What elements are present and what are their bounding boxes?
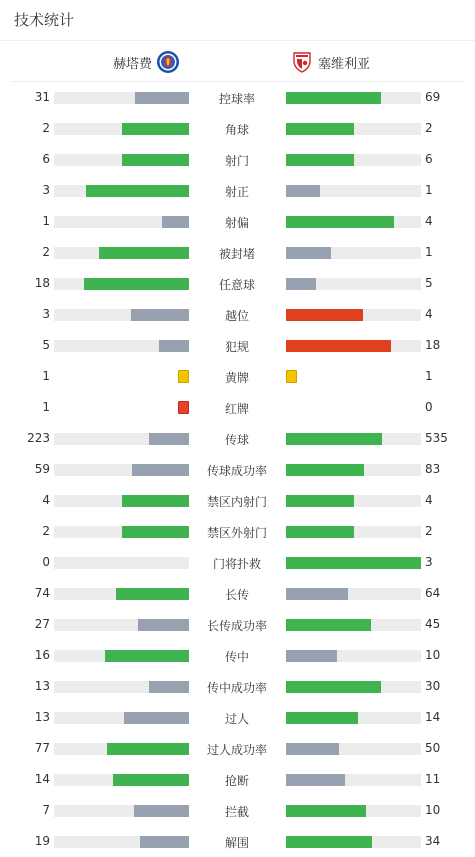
stat-row bbox=[0, 113, 475, 144]
home-bar-track bbox=[54, 619, 189, 631]
home-value: 13 bbox=[34, 679, 50, 693]
sevilla-crest-icon bbox=[290, 50, 314, 74]
stat-label: 抢断 bbox=[224, 774, 249, 788]
away-value: 10 bbox=[425, 648, 441, 662]
away-bar-track bbox=[286, 526, 421, 538]
home-bar-fill bbox=[122, 495, 190, 507]
away-bar-track bbox=[286, 340, 421, 352]
stat-label: 越位 bbox=[224, 309, 249, 323]
away-value: 6 bbox=[425, 152, 433, 166]
away-bar-fill bbox=[286, 123, 354, 135]
home-value: 4 bbox=[42, 493, 50, 507]
away-bar-track bbox=[286, 278, 421, 290]
stat-row bbox=[0, 702, 475, 733]
away-team bbox=[290, 50, 370, 74]
away-bar-track bbox=[286, 247, 421, 259]
away-bar-fill bbox=[286, 774, 345, 786]
away-bar-track bbox=[286, 588, 421, 600]
yellow-card-icon bbox=[178, 370, 189, 383]
away-bar-track bbox=[286, 309, 421, 321]
home-value: 59 bbox=[34, 462, 50, 476]
home-bar-fill bbox=[122, 526, 190, 538]
away-bar-track bbox=[286, 836, 421, 848]
away-bar-track bbox=[286, 712, 421, 724]
stat-row bbox=[0, 516, 475, 547]
stat-row bbox=[0, 671, 475, 702]
home-value: 1 bbox=[42, 400, 50, 414]
away-bar-fill bbox=[286, 681, 381, 693]
home-bar-track bbox=[54, 805, 189, 817]
stat-label: 过人成功率 bbox=[206, 743, 267, 757]
stat-label: 长传 bbox=[224, 588, 249, 602]
away-bar-track bbox=[286, 464, 421, 476]
stat-row bbox=[0, 485, 475, 516]
home-bar-track bbox=[54, 495, 189, 507]
stats-list bbox=[0, 82, 475, 857]
away-bar-fill bbox=[286, 712, 358, 724]
stat-label: 禁区内射门 bbox=[206, 495, 267, 509]
home-value: 16 bbox=[34, 648, 50, 662]
stat-row bbox=[0, 361, 475, 392]
stat-label: 长传成功率 bbox=[206, 619, 267, 633]
away-bar-track bbox=[286, 619, 421, 631]
away-value: 0 bbox=[425, 400, 433, 414]
away-bar-track bbox=[286, 743, 421, 755]
stat-label: 传中 bbox=[224, 650, 249, 664]
home-bar-track bbox=[54, 464, 189, 476]
away-bar-fill bbox=[286, 526, 354, 538]
away-value: 50 bbox=[425, 741, 441, 755]
home-bar-fill bbox=[122, 123, 190, 135]
away-bar-fill bbox=[286, 650, 337, 662]
yellow-card-icon bbox=[286, 370, 297, 383]
stat-label: 过人 bbox=[224, 712, 249, 726]
home-bar-fill bbox=[134, 805, 189, 817]
away-value: 14 bbox=[425, 710, 441, 724]
page-title: 技术统计 bbox=[14, 11, 75, 29]
home-bar-track bbox=[54, 650, 189, 662]
home-bar-track bbox=[54, 247, 189, 259]
stat-label: 红牌 bbox=[224, 402, 249, 416]
home-bar-fill bbox=[162, 216, 189, 228]
away-bar-track bbox=[286, 185, 421, 197]
away-bar-fill bbox=[286, 185, 320, 197]
stat-row bbox=[0, 299, 475, 330]
home-value: 18 bbox=[34, 276, 50, 290]
home-bar-track bbox=[54, 309, 189, 321]
stat-row bbox=[0, 423, 475, 454]
home-value: 2 bbox=[42, 245, 50, 259]
home-value: 3 bbox=[42, 307, 50, 321]
away-value: 30 bbox=[425, 679, 441, 693]
home-bar-fill bbox=[135, 92, 189, 104]
stat-row bbox=[0, 82, 475, 113]
away-value: 83 bbox=[425, 462, 441, 476]
away-bar-fill bbox=[286, 278, 316, 290]
home-value: 3 bbox=[42, 183, 50, 197]
home-value: 19 bbox=[34, 834, 50, 848]
away-bar-fill bbox=[286, 588, 348, 600]
stat-row bbox=[0, 609, 475, 640]
stat-label: 被封堵 bbox=[218, 247, 255, 261]
stat-row bbox=[0, 454, 475, 485]
away-bar-fill bbox=[286, 433, 382, 445]
home-bar-fill bbox=[113, 774, 189, 786]
away-bar-track bbox=[286, 681, 421, 693]
stat-label: 控球率 bbox=[218, 92, 255, 106]
home-value: 31 bbox=[34, 90, 50, 104]
home-bar-fill bbox=[138, 619, 189, 631]
away-bar-track bbox=[286, 805, 421, 817]
stat-row bbox=[0, 764, 475, 795]
stat-row bbox=[0, 733, 475, 764]
home-bar-track bbox=[54, 278, 189, 290]
away-bar-fill bbox=[286, 464, 364, 476]
home-value: 0 bbox=[42, 555, 50, 569]
away-value: 64 bbox=[425, 586, 441, 600]
away-value: 1 bbox=[425, 245, 433, 259]
home-bar-track bbox=[54, 216, 189, 228]
stat-row bbox=[0, 268, 475, 299]
home-bar-fill bbox=[124, 712, 189, 724]
stat-row bbox=[0, 330, 475, 361]
away-value: 69 bbox=[425, 90, 441, 104]
home-bar-track bbox=[54, 774, 189, 786]
away-bar-track bbox=[286, 650, 421, 662]
home-bar-fill bbox=[116, 588, 189, 600]
home-bar-fill bbox=[149, 433, 190, 445]
away-value: 1 bbox=[425, 369, 433, 383]
away-value: 4 bbox=[425, 493, 433, 507]
stat-label: 拦截 bbox=[224, 805, 249, 819]
stat-row bbox=[0, 578, 475, 609]
home-bar-fill bbox=[159, 340, 189, 352]
home-value: 5 bbox=[42, 338, 50, 352]
stat-label: 解围 bbox=[224, 836, 249, 850]
away-value: 535 bbox=[425, 431, 448, 445]
stat-row bbox=[0, 206, 475, 237]
away-value: 4 bbox=[425, 307, 433, 321]
home-bar-track bbox=[54, 185, 189, 197]
away-value: 34 bbox=[425, 834, 441, 848]
stat-row bbox=[0, 795, 475, 826]
stat-row bbox=[0, 640, 475, 671]
home-bar-track bbox=[54, 340, 189, 352]
stat-row bbox=[0, 237, 475, 268]
home-bar-fill bbox=[86, 185, 189, 197]
home-bar-fill bbox=[107, 743, 189, 755]
away-bar-fill bbox=[286, 92, 381, 104]
home-team bbox=[113, 50, 180, 74]
home-bar-fill bbox=[105, 650, 189, 662]
home-bar-track bbox=[54, 836, 189, 848]
away-bar-track bbox=[286, 216, 421, 228]
away-value: 10 bbox=[425, 803, 441, 817]
away-bar-fill bbox=[286, 340, 391, 352]
stat-label: 角球 bbox=[224, 123, 249, 137]
home-value: 27 bbox=[34, 617, 50, 631]
home-value: 14 bbox=[34, 772, 50, 786]
away-bar-fill bbox=[286, 154, 354, 166]
away-value: 1 bbox=[425, 183, 433, 197]
away-value: 45 bbox=[425, 617, 441, 631]
away-bar-fill bbox=[286, 495, 354, 507]
home-team-name: 赫塔费 bbox=[112, 56, 152, 72]
home-value: 77 bbox=[34, 741, 50, 755]
home-value: 1 bbox=[42, 369, 50, 383]
home-bar-track bbox=[54, 526, 189, 538]
away-bar-fill bbox=[286, 247, 331, 259]
away-bar-track bbox=[286, 123, 421, 135]
stats-header bbox=[0, 0, 475, 41]
getafe-crest-icon bbox=[156, 50, 180, 74]
away-bar-track bbox=[286, 557, 421, 569]
home-bar-fill bbox=[149, 681, 190, 693]
home-value: 2 bbox=[42, 121, 50, 135]
away-bar-fill bbox=[286, 216, 394, 228]
away-bar-track bbox=[286, 433, 421, 445]
away-bar-fill bbox=[286, 309, 363, 321]
stat-row bbox=[0, 826, 475, 857]
away-value: 11 bbox=[425, 772, 441, 786]
away-bar-fill bbox=[286, 836, 372, 848]
away-value: 3 bbox=[425, 555, 433, 569]
home-bar-track bbox=[54, 588, 189, 600]
home-bar-track bbox=[54, 154, 189, 166]
away-bar-fill bbox=[286, 619, 371, 631]
home-value: 1 bbox=[42, 214, 50, 228]
home-bar-fill bbox=[84, 278, 189, 290]
away-bar-track bbox=[286, 154, 421, 166]
away-value: 2 bbox=[425, 524, 433, 538]
away-team-name: 塞维利亚 bbox=[318, 56, 371, 72]
stat-label: 射门 bbox=[224, 154, 249, 168]
away-value: 2 bbox=[425, 121, 433, 135]
home-bar-fill bbox=[122, 154, 190, 166]
home-value: 74 bbox=[34, 586, 50, 600]
stat-label: 传球 bbox=[224, 433, 249, 447]
away-bar-fill bbox=[286, 557, 421, 569]
home-bar-fill bbox=[131, 309, 189, 321]
stat-label: 黄牌 bbox=[224, 371, 249, 385]
stat-label: 射正 bbox=[224, 185, 249, 199]
home-bar-track bbox=[54, 681, 189, 693]
away-bar-track bbox=[286, 495, 421, 507]
home-bar-track bbox=[54, 433, 189, 445]
stat-label: 犯规 bbox=[224, 340, 249, 354]
stat-label: 传球成功率 bbox=[206, 464, 267, 478]
away-bar-fill bbox=[286, 805, 366, 817]
stat-row bbox=[0, 392, 475, 423]
away-bar-track bbox=[286, 774, 421, 786]
home-value: 2 bbox=[42, 524, 50, 538]
red-card-icon bbox=[178, 401, 189, 414]
stat-label: 任意球 bbox=[218, 278, 255, 292]
home-bar-track bbox=[54, 712, 189, 724]
stat-row bbox=[0, 144, 475, 175]
away-bar-fill bbox=[286, 743, 339, 755]
home-bar-fill bbox=[99, 247, 189, 259]
home-bar-fill bbox=[140, 836, 189, 848]
home-bar-track bbox=[54, 92, 189, 104]
home-bar-track bbox=[54, 123, 189, 135]
stat-label: 传中成功率 bbox=[206, 681, 267, 695]
home-bar-fill bbox=[132, 464, 189, 476]
home-value: 6 bbox=[42, 152, 50, 166]
home-bar-track bbox=[54, 557, 189, 569]
away-value: 5 bbox=[425, 276, 433, 290]
away-value: 4 bbox=[425, 214, 433, 228]
home-value: 13 bbox=[34, 710, 50, 724]
home-value: 7 bbox=[42, 803, 50, 817]
away-value: 18 bbox=[425, 338, 441, 352]
stat-label: 禁区外射门 bbox=[206, 526, 267, 540]
away-bar-track bbox=[286, 92, 421, 104]
stat-row bbox=[0, 175, 475, 206]
stat-label: 射偏 bbox=[224, 216, 249, 230]
stat-row bbox=[0, 547, 475, 578]
home-value: 223 bbox=[27, 431, 50, 445]
teams-header bbox=[10, 41, 465, 82]
stat-label: 门将扑救 bbox=[212, 557, 261, 571]
home-bar-track bbox=[54, 743, 189, 755]
